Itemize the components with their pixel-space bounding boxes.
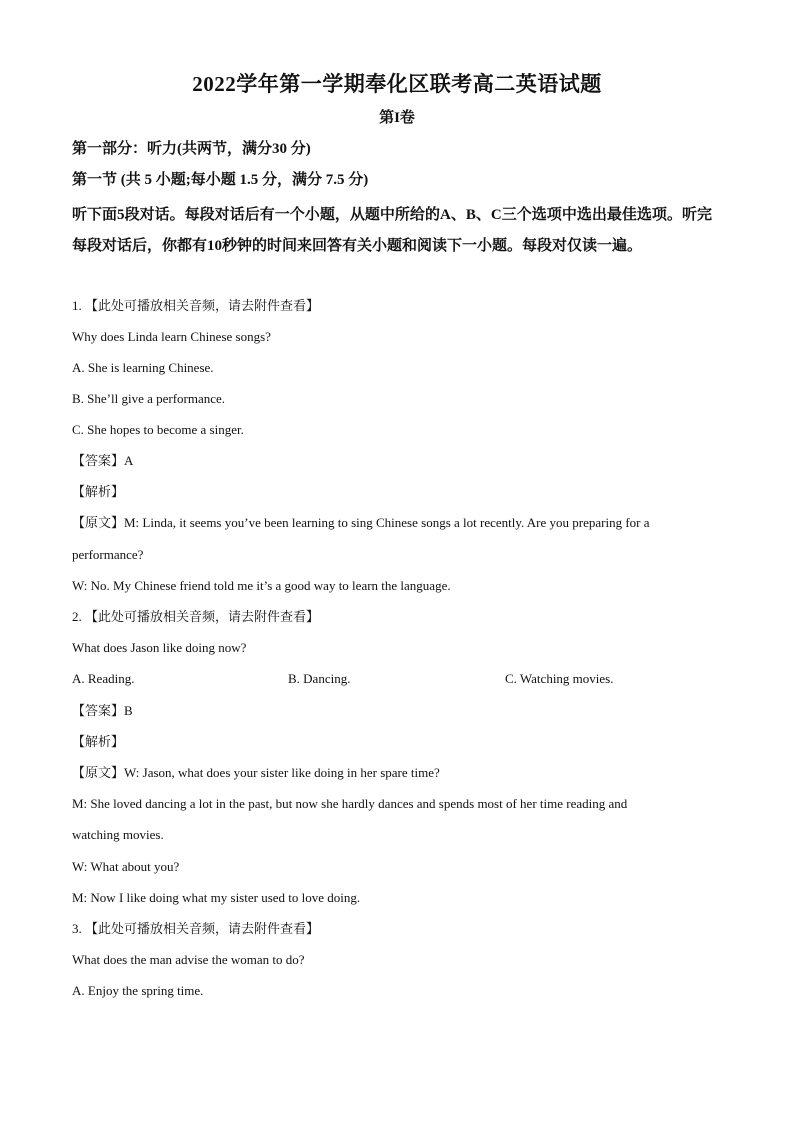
q1-option-a: A. She is learning Chinese.	[72, 360, 214, 375]
q1-option-b: B. She’ll give a performance.	[72, 391, 226, 406]
section-heading: 第一节 (共 5 小题;每小题 1.5 分，满分 7.5 分)	[72, 172, 369, 188]
q2-option-b: B. Dancing.	[288, 671, 351, 686]
q3-question: What does the man advise the woman to do?	[72, 952, 305, 967]
document-title: 2022学年第一学期奉化区联考高二英语试题	[192, 72, 602, 96]
q1-audio-placeholder[interactable]: 1. 【此处可播放相关音频，请去附件查看】	[72, 298, 320, 313]
q2-option-c: C. Watching movies.	[505, 671, 614, 686]
q2-transcript-line: M: Now I like doing what my sister used to love doing.	[72, 890, 361, 905]
part-heading: 第一部分：听力(共两节，满分30 分)	[72, 141, 311, 157]
q2-option-a: A. Reading.	[72, 671, 135, 686]
q2-analysis-label: 【解析】	[72, 734, 125, 749]
q2-question: What does Jason like doing now?	[72, 640, 247, 655]
q1-option-c: C. She hopes to become a singer.	[72, 422, 244, 437]
q1-analysis-label: 【解析】	[72, 484, 125, 499]
listening-instructions: 听下面5段对话。每段对话后有一个小题，从题中所给的A、B、C三个选项中选出最佳选项。听完每段对话后，你都有10秒钟的时间来回答有关小题和阅读下一小题。每段对仅读一遍。	[72, 207, 712, 254]
q1-question: Why does Linda learn Chinese songs?	[72, 329, 271, 344]
q1-answer: 【答案】A	[72, 453, 134, 468]
q1-transcript-line: W: No. My Chinese friend told me it’s a good way to learn the language.	[72, 578, 451, 593]
q2-audio-placeholder[interactable]: 2. 【此处可播放相关音频，请去附件查看】	[72, 609, 320, 624]
q2-transcript-line: watching movies.	[72, 827, 164, 842]
q2-answer: 【答案】B	[72, 703, 133, 718]
q1-transcript-line: performance?	[72, 547, 144, 562]
q2-transcript-line: W: What about you?	[72, 859, 180, 874]
volume-label: 第I卷	[379, 110, 415, 126]
q2-transcript-line: 【原文】W: Jason, what does your sister like doing in her spare time?	[72, 765, 440, 780]
q1-transcript-line: 【原文】M: Linda, it seems you’ve been learning to sing Chinese songs a lot recently. Are you preparing for a	[72, 515, 650, 530]
q3-audio-placeholder[interactable]: 3. 【此处可播放相关音频，请去附件查看】	[72, 921, 320, 936]
q2-transcript-line: M: She loved dancing a lot in the past, but now she hardly dances and spends most of her time reading and	[72, 796, 628, 811]
q3-option-a: A. Enjoy the spring time.	[72, 983, 204, 998]
